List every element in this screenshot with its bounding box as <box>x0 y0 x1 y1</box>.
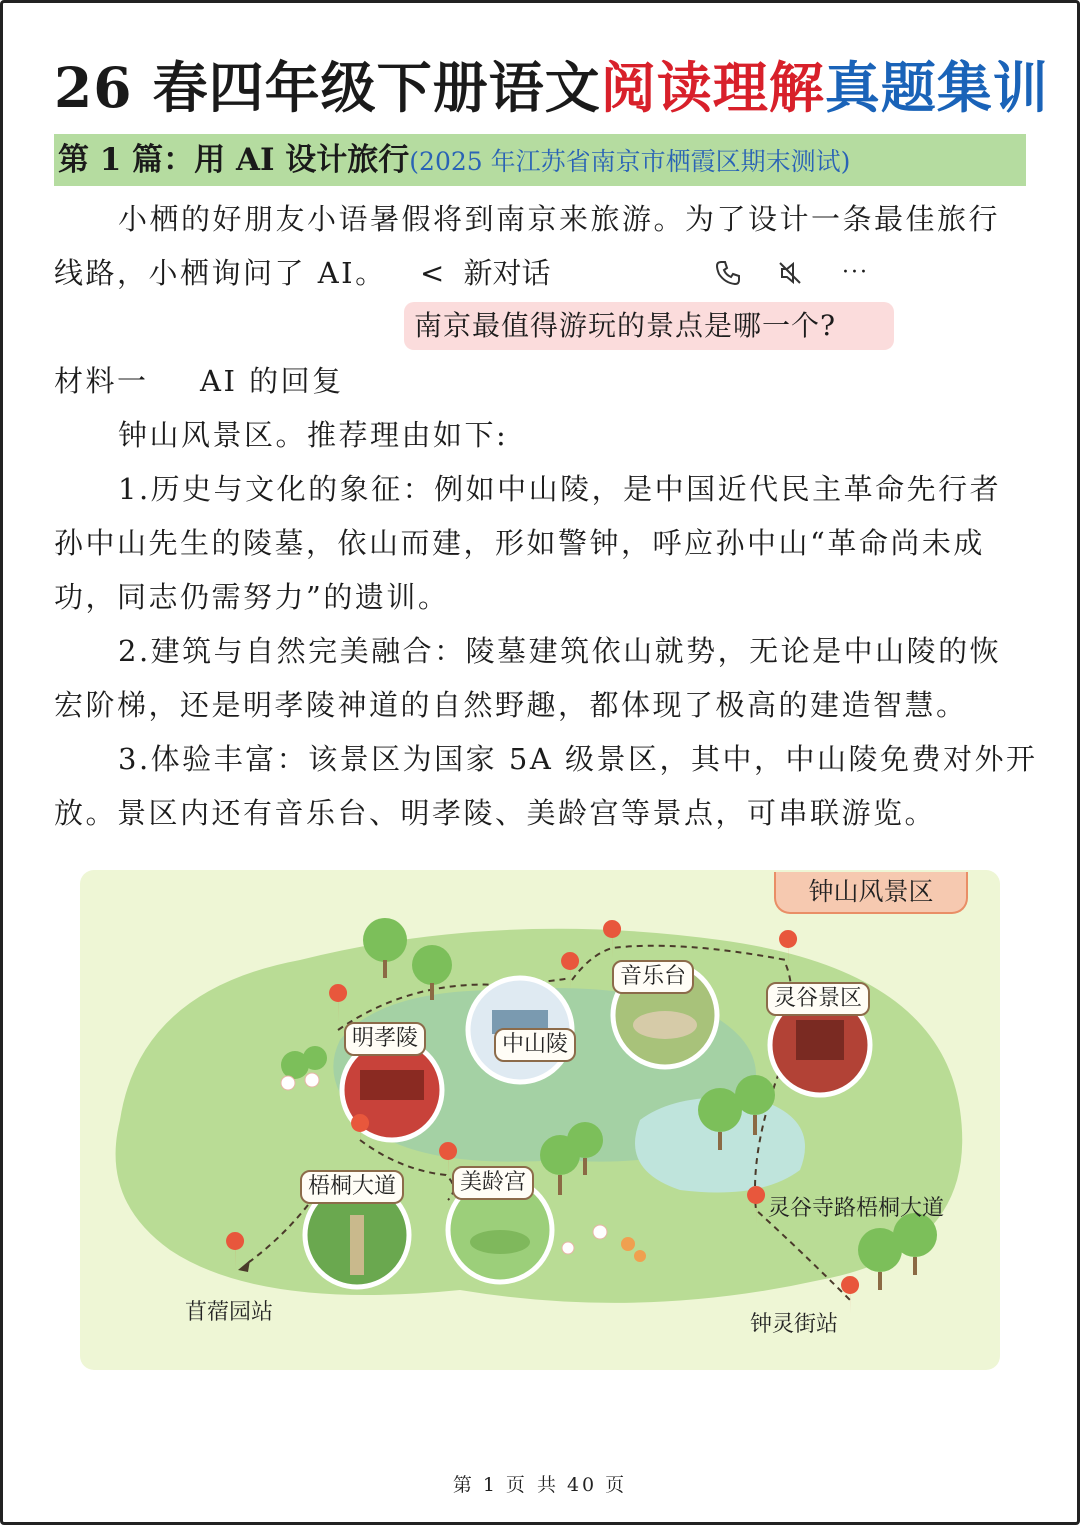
gate-shape <box>360 1070 424 1100</box>
section-heading: 第 1 篇：用 AI 设计旅行 <box>58 142 410 178</box>
chat-title: 新对话 <box>463 256 551 290</box>
footer-page: 1 <box>482 1474 498 1496</box>
title-part-blue: 真题集训 <box>824 55 1049 120</box>
reason-3-line-1: 3.体验丰富：该景区为国家 5A 级景区，其中，中山陵免费对外开 <box>118 742 1038 776</box>
map-illustration <box>80 870 1000 1370</box>
mute-icon[interactable] <box>776 259 804 287</box>
station-label-muxuyuan: 苜蓿园站 <box>185 1300 274 1325</box>
scenic-area-map <box>80 870 1000 1370</box>
reason-3-line-2: 放。景区内还有音乐台、明孝陵、美龄宫等景点，可串联游览。 <box>54 796 937 830</box>
material-title: AI 的回复 <box>200 364 344 398</box>
page-title <box>54 52 1049 124</box>
section-heading-row <box>58 134 850 188</box>
spot-label-yinyuetai: 音乐台 <box>612 960 694 994</box>
reason-2-line-2: 宏阶梯，还是明孝陵神道的自然野趣，都体现了极高的建造智慧。 <box>54 688 968 722</box>
intro-line-1: 小栖的好朋友小语暑假将到南京来旅游。为了设计一条最佳旅行 <box>118 202 1001 236</box>
page-footer <box>0 1470 1080 1497</box>
spot-label-mingxiaoling: 明孝陵 <box>344 1022 426 1056</box>
station-label-zhongling: 钟灵街站 <box>750 1312 839 1337</box>
reason-2-line-1: 2.建筑与自然完美融合：陵墓建筑依山就势，无论是中山陵的恢 <box>118 634 1002 668</box>
garden-shape <box>470 1230 530 1254</box>
reason-1-line-1: 1.历史与文化的象征：例如中山陵，是中国近代民主革命先行者 <box>118 472 1002 506</box>
reason-1-line-2: 孙中山先生的陵墓，依山而建，形如警钟，呼应孙中山“革命尚未成 <box>54 526 985 560</box>
spot-label-linggusi-road: 灵谷寺路梧桐大道 <box>768 1196 945 1221</box>
intro-line-2: 线路，小栖询问了 AI。 <box>54 256 387 290</box>
spot-label-zhongshanling: 中山陵 <box>494 1028 576 1062</box>
temple-shape <box>796 1020 844 1060</box>
material-lead: 钟山风景区。推荐理由如下: <box>118 418 509 452</box>
road-shape <box>350 1215 364 1275</box>
chat-title-row <box>420 246 551 300</box>
footer-mid: 页 共 <box>505 1474 559 1496</box>
section-source: (2025 年江苏省南京市栖霞区期末测试) <box>409 147 851 176</box>
reason-1-line-3: 功，同志仍需努力”的遗训。 <box>54 580 450 614</box>
spot-label-linggu: 灵谷景区 <box>766 982 870 1016</box>
title-part-black: 26 春四年级下册语文 <box>54 55 601 120</box>
chat-back-button[interactable]: < <box>420 256 445 290</box>
spot-label-wutong: 梧桐大道 <box>300 1170 404 1204</box>
more-options-button[interactable]: ··· <box>842 260 869 285</box>
map-title: 钟山风景区 <box>774 872 968 914</box>
title-part-red: 阅读理解 <box>600 55 825 120</box>
section-banner <box>54 134 1026 186</box>
stage-shape <box>633 1011 697 1039</box>
footer-prefix: 第 <box>452 1474 475 1496</box>
material-label: 材料一 <box>54 364 149 398</box>
chat-header <box>420 246 890 300</box>
footer-suffix: 页 <box>605 1474 628 1496</box>
phone-icon[interactable] <box>714 259 742 287</box>
footer-total: 40 <box>566 1474 598 1496</box>
chat-question-bubble: 南京最值得游玩的景点是哪一个? <box>404 302 894 350</box>
spot-label-meiling: 美龄宫 <box>452 1166 534 1200</box>
